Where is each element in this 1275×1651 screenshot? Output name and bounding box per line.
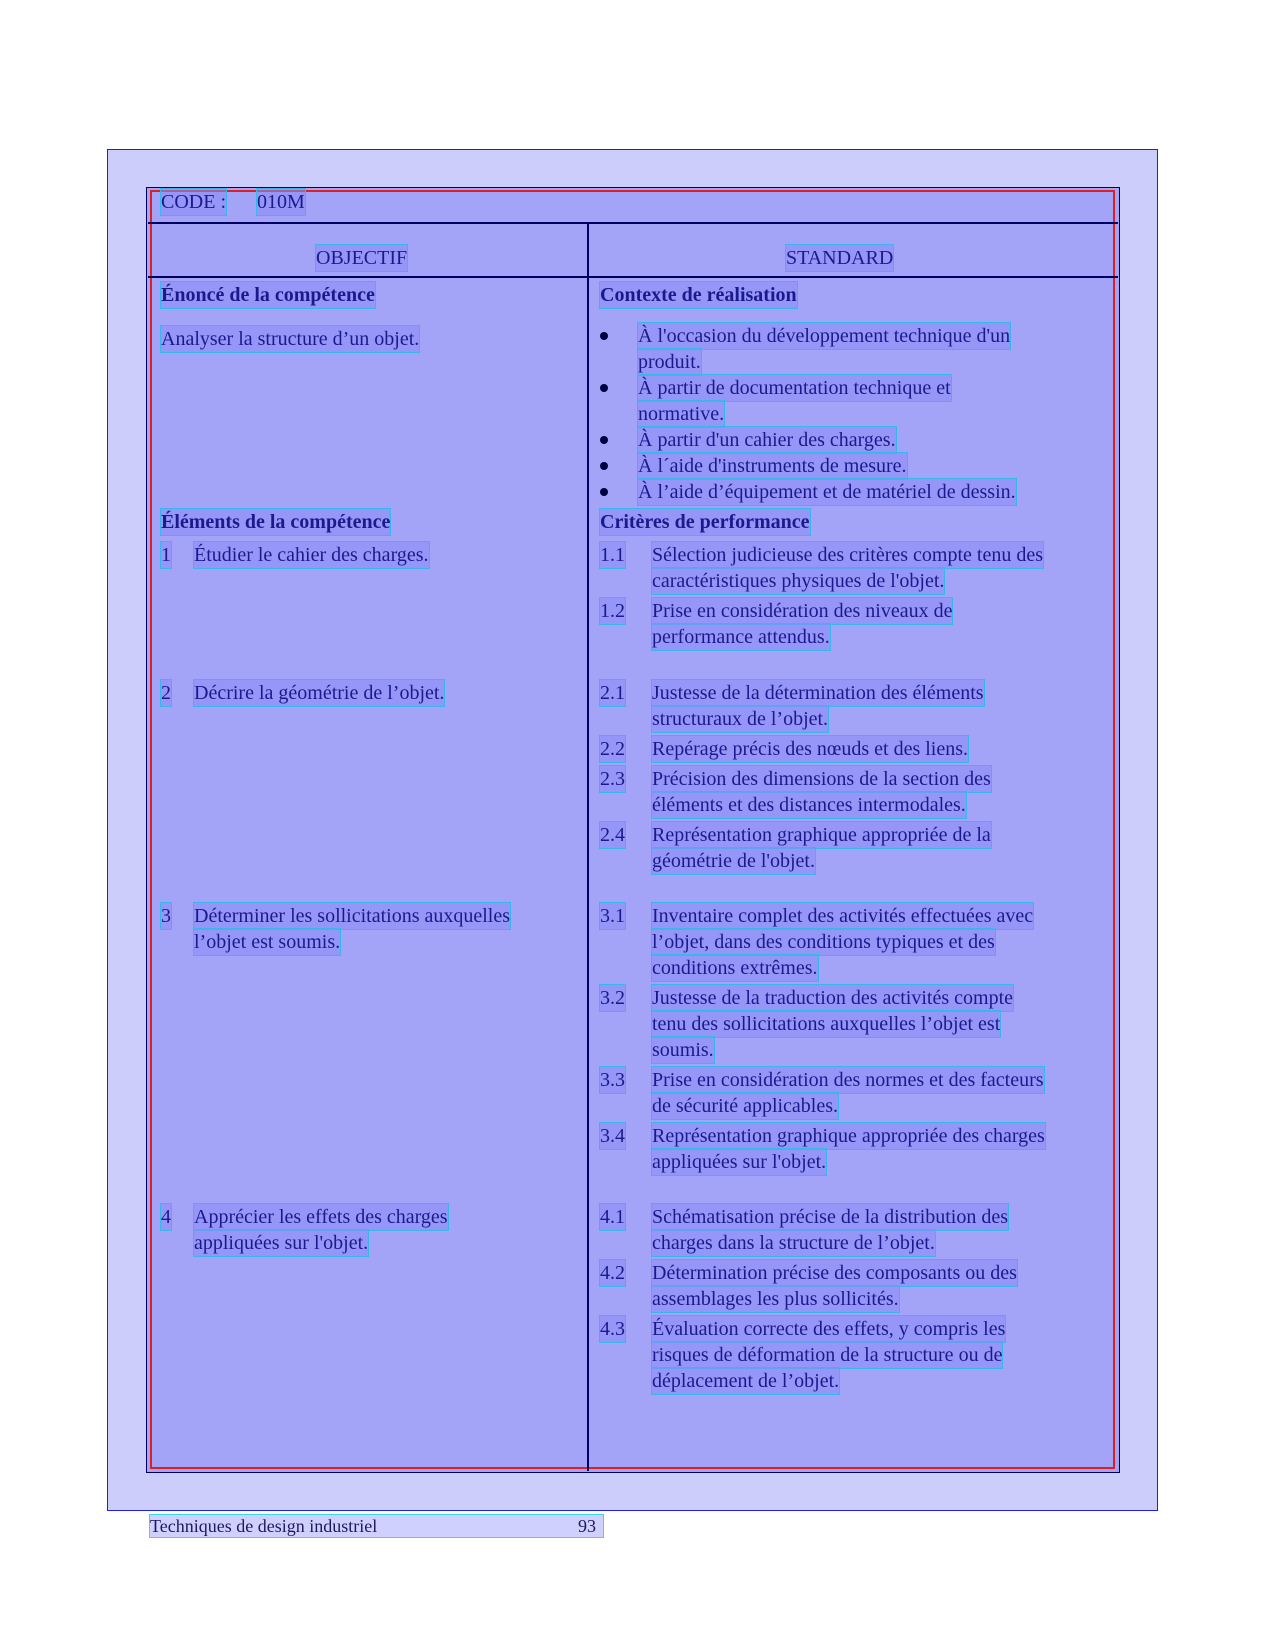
critere-text: déplacement de l’objet. — [652, 1370, 840, 1392]
code-row-divider — [148, 222, 1118, 224]
critere-text: assemblages les plus sollicités. — [652, 1288, 899, 1310]
code-value: 010M — [257, 191, 305, 213]
bullet-icon — [600, 384, 608, 392]
critere-number: 3.3 — [600, 1069, 625, 1091]
critere-text: Prise en considération des niveaux de — [652, 600, 953, 622]
contexte-line: À l'occasion du développement technique d'un — [638, 325, 1011, 347]
critere-text: appliquées sur l'objet. — [652, 1151, 827, 1173]
critere-text: structuraux de l’objet. — [652, 708, 829, 730]
contexte-line: produit. — [638, 351, 701, 373]
element-number: 2 — [161, 682, 171, 704]
critere-number: 3.2 — [600, 987, 625, 1009]
element-text: l’objet est soumis. — [194, 931, 341, 953]
criteres-title: Critères de performance — [600, 511, 810, 533]
critere-text: Repérage précis des nœuds et des liens. — [652, 738, 969, 760]
critere-text: Justesse de la traduction des activités compte — [652, 987, 1014, 1009]
critere-text: Évaluation correcte des effets, y compris les — [652, 1318, 1006, 1340]
bullet-icon — [600, 332, 608, 340]
footer-page-number: 93 — [578, 1516, 596, 1536]
objectif-header: OBJECTIF — [316, 247, 408, 269]
enonce-text: Analyser la structure d’un objet. — [161, 328, 420, 350]
element-number: 4 — [161, 1206, 171, 1228]
contexte-title: Contexte de réalisation — [600, 284, 797, 306]
bullet-icon — [600, 436, 608, 444]
critere-number: 2.4 — [600, 824, 625, 846]
critere-text: Inventaire complet des activités effectuées avec — [652, 905, 1034, 927]
critere-text: caractéristiques physiques de l'objet. — [652, 570, 945, 592]
critere-number: 2.3 — [600, 768, 625, 790]
element-number: 3 — [161, 905, 171, 927]
contexte-line: À l’aide d’équipement et de matériel de dessin. — [638, 481, 1016, 503]
critere-text: éléments et des distances intermodales. — [652, 794, 966, 816]
critere-text: Prise en considération des normes et des facteurs — [652, 1069, 1044, 1091]
critere-text: Détermination précise des composants ou des — [652, 1262, 1017, 1284]
critere-number: 1.2 — [600, 600, 625, 622]
critere-text: soumis. — [652, 1039, 714, 1061]
critere-text: Représentation graphique appropriée de la — [652, 824, 991, 846]
contexte-line: normative. — [638, 403, 725, 425]
critere-number: 2.1 — [600, 682, 625, 704]
critere-text: Schématisation précise de la distribution des — [652, 1206, 1009, 1228]
critere-text: risques de déformation de la structure ou de — [652, 1344, 1003, 1366]
contexte-line: À partir d'un cahier des charges. — [638, 429, 896, 451]
element-text: appliquées sur l'objet. — [194, 1232, 369, 1254]
enonce-title: Énoncé de la compétence — [161, 284, 375, 306]
critere-text: charges dans la structure de l’objet. — [652, 1232, 935, 1254]
critere-number: 3.1 — [600, 905, 625, 927]
element-text: Décrire la géométrie de l’objet. — [194, 682, 445, 704]
critere-text: conditions extrêmes. — [652, 957, 818, 979]
column-divider — [587, 223, 589, 1471]
critere-number: 4.1 — [600, 1206, 625, 1228]
element-text: Déterminer les sollicitations auxquelles — [194, 905, 511, 927]
page-footer — [150, 1515, 603, 1537]
code-label: CODE : — [161, 191, 226, 213]
elements-title: Éléments de la compétence — [161, 511, 391, 533]
standard-header: STANDARD — [786, 247, 894, 269]
element-text: Apprécier les effets des charges — [194, 1206, 448, 1228]
element-number: 1 — [161, 544, 171, 566]
critere-text: Sélection judicieuse des critères compte tenu des — [652, 544, 1043, 566]
contexte-line: À l´aide d'instruments de mesure. — [638, 455, 907, 477]
critere-number: 1.1 — [600, 544, 625, 566]
critere-text: de sécurité applicables. — [652, 1095, 839, 1117]
contexte-line: À partir de documentation technique et — [638, 377, 951, 399]
element-text: Étudier le cahier des charges. — [194, 544, 429, 566]
bullet-icon — [600, 462, 608, 470]
header-row-divider — [148, 276, 1118, 278]
critere-text: Précision des dimensions de la section des — [652, 768, 991, 790]
critere-number: 2.2 — [600, 738, 625, 760]
critere-number: 4.2 — [600, 1262, 625, 1284]
footer-program: Techniques de design industriel — [150, 1516, 378, 1536]
critere-text: tenu des sollicitations auxquelles l’objet est — [652, 1013, 1001, 1035]
critere-text: géométrie de l'objet. — [652, 850, 815, 872]
bullet-icon — [600, 488, 608, 496]
critere-number: 4.3 — [600, 1318, 625, 1340]
critere-text: performance attendus. — [652, 626, 830, 648]
critere-text: l’objet, dans des conditions typiques et des — [652, 931, 995, 953]
critere-text: Représentation graphique appropriée des charges — [652, 1125, 1045, 1147]
critere-number: 3.4 — [600, 1125, 625, 1147]
critere-text: Justesse de la détermination des éléments — [652, 682, 984, 704]
